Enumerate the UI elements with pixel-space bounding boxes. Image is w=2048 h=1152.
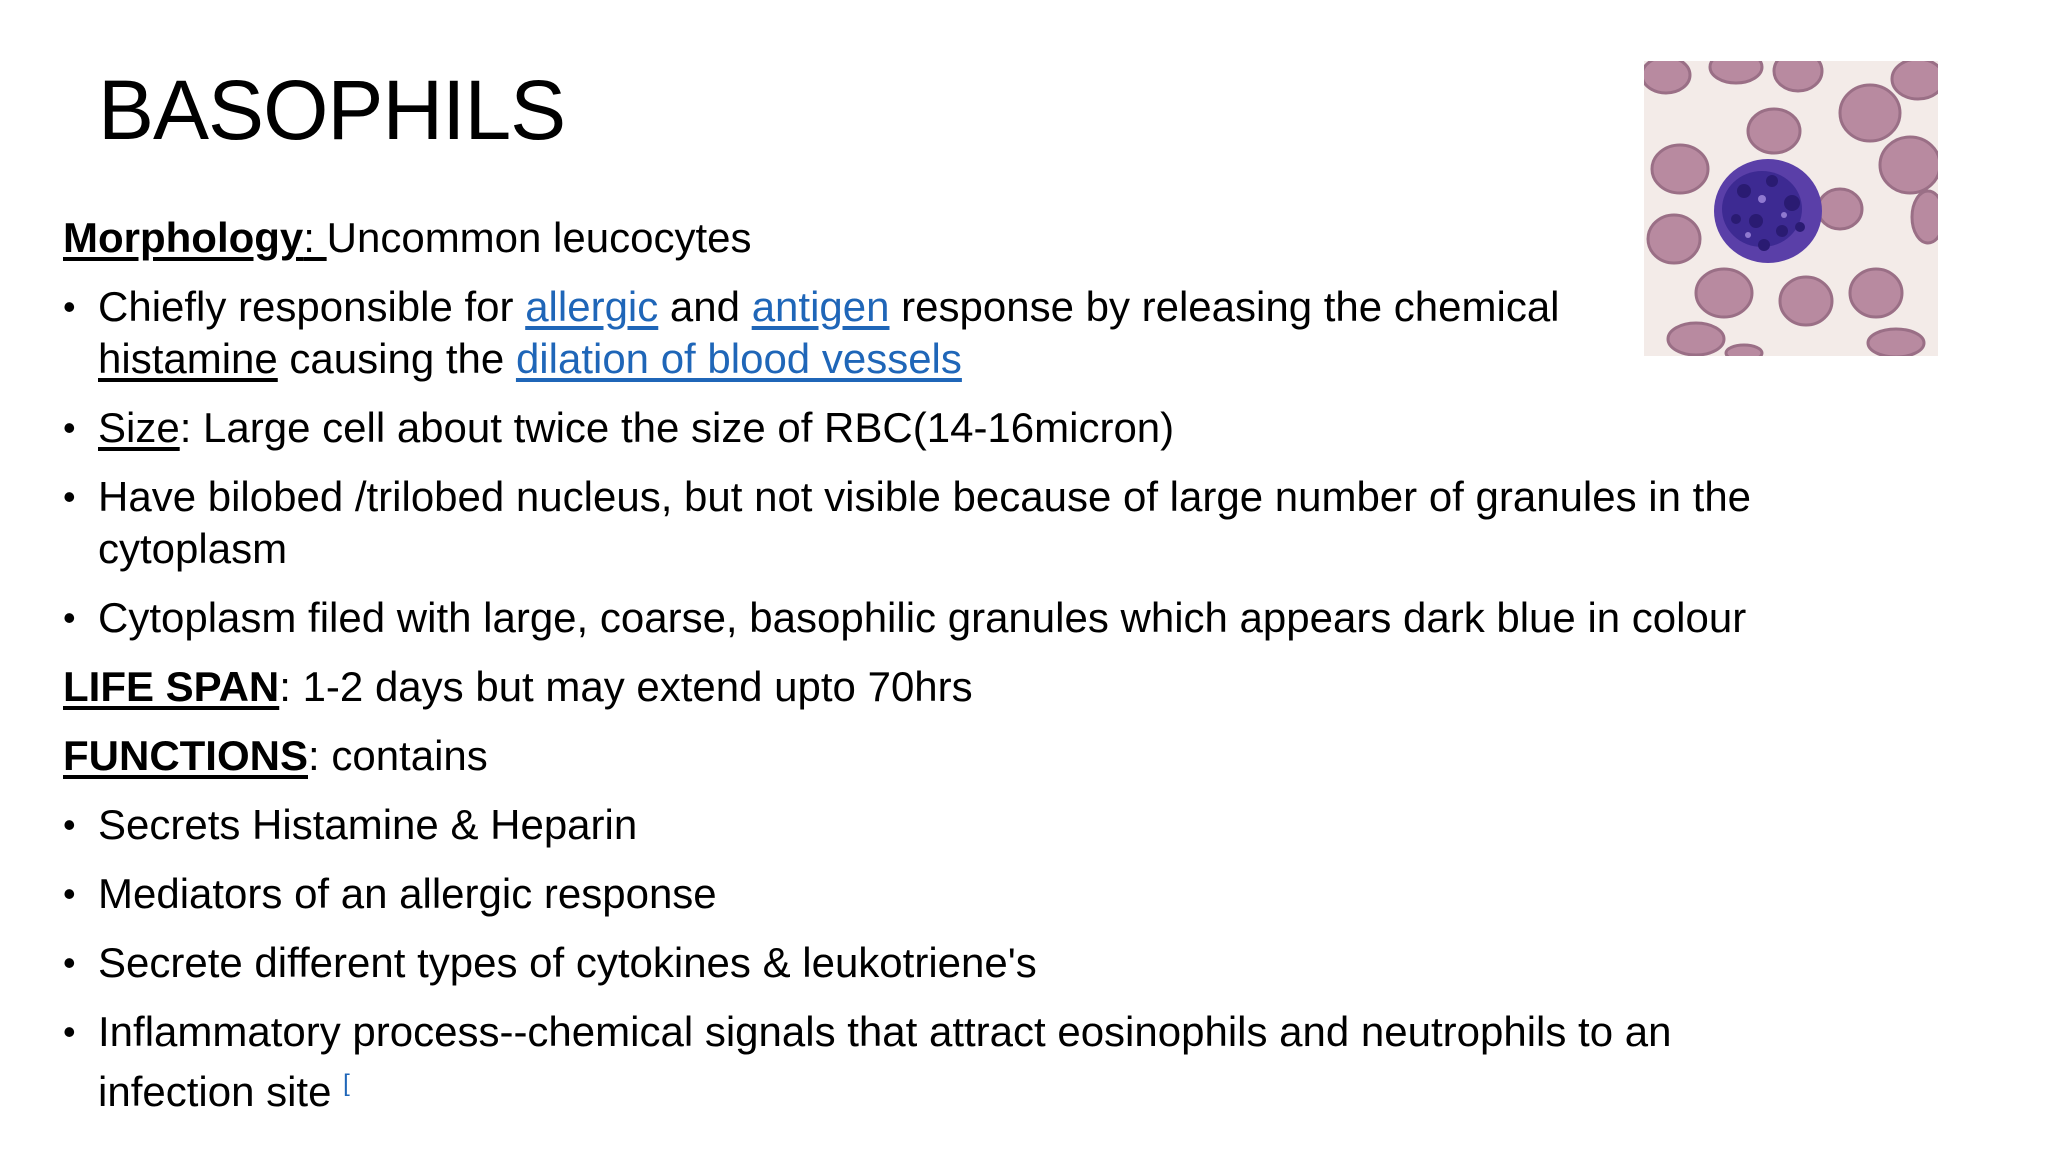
histamine-underlined: histamine xyxy=(98,335,278,382)
lifespan-label: LIFE SPAN xyxy=(63,663,280,710)
morphology-text: Uncommon leucocytes xyxy=(326,214,752,261)
link-antigen[interactable]: antigen xyxy=(751,283,890,330)
bullet-nucleus xyxy=(63,471,1823,575)
bullet1-text-3: response by releasing the chemical xyxy=(889,283,1560,330)
slide-title: BASOPHILS xyxy=(98,63,566,157)
lifespan-line xyxy=(63,661,1823,713)
bullet1-text-2: and xyxy=(658,283,752,330)
function-text: Mediators of an allergic response xyxy=(98,870,717,917)
bullet1-text-1: Chiefly responsible for xyxy=(98,283,526,330)
function-text: Secrete different types of cytokines & leukotriene's xyxy=(98,939,1037,986)
functions-line xyxy=(63,730,1823,782)
function-bullet xyxy=(63,799,1823,851)
size-text: : Large cell about twice the size of RBC(14-16micron) xyxy=(179,404,1175,451)
morphology-sep: : xyxy=(303,214,327,261)
nucleus-text: Have bilobed /trilobed nucleus, but not visible because of large number of granules in the cytoplasm xyxy=(98,473,1752,572)
bullet1-text-4: causing the xyxy=(277,335,516,382)
link-allergic[interactable]: allergic xyxy=(525,283,659,330)
cytoplasm-text: Cytoplasm filed with large, coarse, basophilic granules which appears dark blue in colour xyxy=(98,594,1747,641)
bullet-histamine xyxy=(63,281,1823,385)
function-bullet xyxy=(63,937,1823,989)
citation-link[interactable]: [ xyxy=(343,1070,350,1097)
function-bullet xyxy=(63,868,1823,920)
functions-label: FUNCTIONS xyxy=(63,732,308,779)
morphology-label: Morphology xyxy=(63,214,304,261)
size-label: Size xyxy=(98,404,180,451)
functions-text: : contains xyxy=(308,732,488,779)
function-text: Inflammatory process--chemical signals that attract eosinophils and neutrophils to an infection site xyxy=(98,1008,1672,1115)
function-bullet xyxy=(63,1006,1823,1118)
link-dilation-of-blood-vessels[interactable]: dilation of blood vessels xyxy=(515,335,962,382)
lifespan-text: : 1-2 days but may extend upto 70hrs xyxy=(279,663,973,710)
bullet-cytoplasm xyxy=(63,592,1823,644)
bullet-size xyxy=(63,402,1823,454)
morphology-line xyxy=(63,212,1823,264)
slide-body xyxy=(63,212,1823,1135)
function-text: Secrets Histamine & Heparin xyxy=(98,801,638,848)
